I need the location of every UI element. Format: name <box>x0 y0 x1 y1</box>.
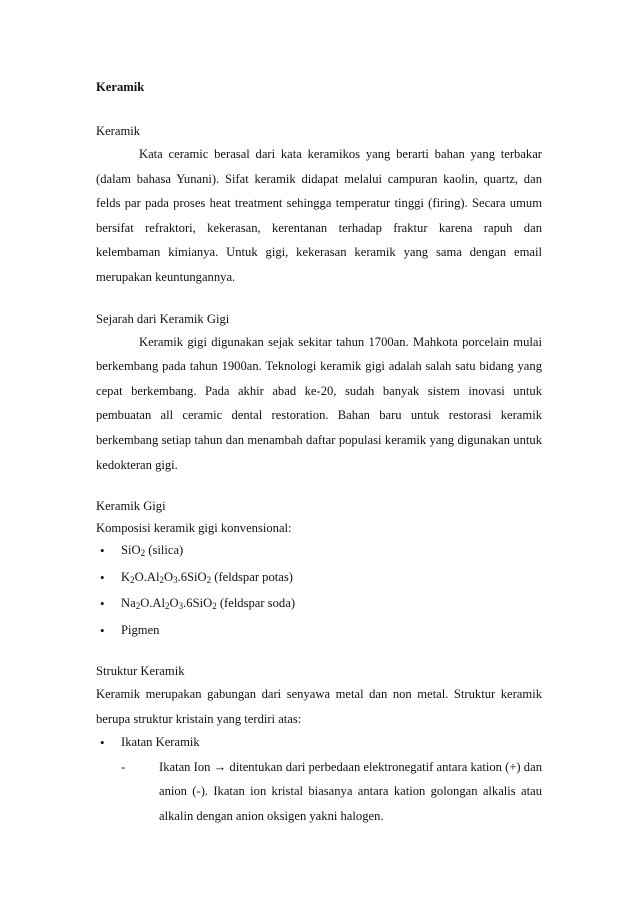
structure-list <box>96 731 542 755</box>
list-item: • SiO$_2$ (silica) <box>96 539 542 566</box>
arrow-right-icon: → <box>213 759 227 774</box>
paragraph-struktur: Keramik merupakan gabungan dari senyawa metal dan non metal. Struktur keramik berupa struktur kristain yang terdiri atas: <box>96 687 542 726</box>
section-heading-keramik-gigi: Keramik Gigi <box>96 499 166 514</box>
section-heading-sejarah: Sejarah dari Keramik Gigi <box>96 311 230 326</box>
paragraph-keramik: Kata ceramic berasal dari kata keramikos yang berarti bahan yang terbakar (dalam bahasa Yunani). Sifat keramik didapat melalui campuran kaolin, quartz, dan felds par pada proses heat treatment sehingga temperatur tinggi (firing). Secara umum bersifat refraktori, kekerasan, kerentanan terhadap fraktur karena rapuh dan kelembaman kimianya. Untuk gigi, kekerasan keramik yang sama dengan email merupakan keuntungannya. <box>96 147 542 284</box>
list-item: • $K_2O.Al_2O_3.6SiO_2$ (feldspar potas) <box>96 566 542 593</box>
list-item: • Ikatan Keramik <box>96 731 542 755</box>
document-body <box>96 76 542 829</box>
document-title: Keramik <box>96 80 145 94</box>
section-heading-keramik: Keramik <box>96 124 141 138</box>
section-heading-struktur: Struktur Keramik <box>96 664 185 679</box>
subheading-komposisi: Komposisi keramik gigi konvensional: <box>96 521 292 536</box>
composition-list <box>96 539 542 642</box>
paragraph-sejarah: Keramik gigi digunakan sejak sekitar tahun 1700an. Mahkota porcelain mulai berkembang pada tahun 1900an. Teknologi keramik gigi adalah salah satu bidang yang cepat berkembang. Pada akhir abad ke-20, sudah banyak sistem inovasi untuk pembuatan all ceramic dental restoration. Bahan baru untuk restorasi keramik berkembang setiap tahun dan menambah daftar populasi keramik yang digunakan untuk kedokteran gigi. <box>96 334 542 472</box>
list-item: • Pigmen <box>96 619 542 643</box>
list-item: - Ikatan Ion → ditentukan dari perbedaan elektronegatif antara kation (+) dan anion (-). Ikatan ion kristal biasanya antara kation golongan alkalis atau alkalin dengan anion oksigen yakni halogen. <box>121 755 542 829</box>
list-item: • $Na_2O.Al_2O_3.6SiO_2$ (feldspar soda) <box>96 592 542 619</box>
ikatan-ion-list <box>96 755 542 829</box>
